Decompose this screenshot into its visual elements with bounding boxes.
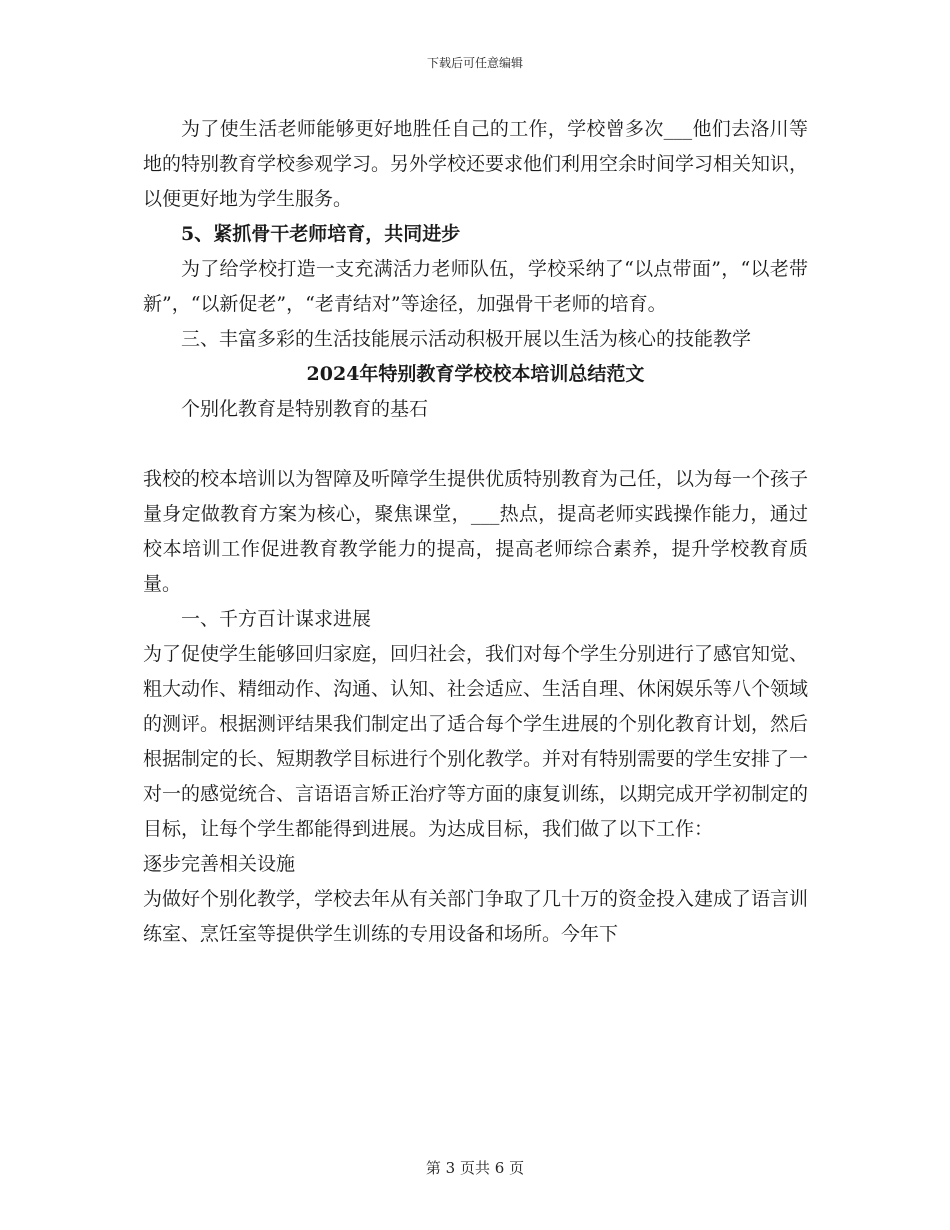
paragraph: 为了促使学生能够回归家庭，回归社会，我们对每个学生分别进行了感官知觉、粗大动作、精细动作、沟通、认知、社会适应、生活自理、休闲娱乐等八个领域的测评。根据测评结果我们制定出了适合每个学生进展的个别化教育计划，然后根据制定的长、短期教学目标进行个别化教学。并对有特别需要的学生安排了一对一的感觉统合、言语语言矫正治疗等方面的康复训练，以期完成开学初制定的目标，让每个学生都能得到进展。为达成目标，我们做了以下工作： bbox=[143, 643, 809, 840]
subsection-heading: 逐步完善相关设施 bbox=[143, 853, 296, 875]
section-heading: 三、丰富多彩的生活技能展示活动积极开展以生活为核心的技能教学 bbox=[181, 328, 752, 350]
section-heading: 5、紧抓骨干老师培育，共同进步 bbox=[181, 223, 461, 245]
blank-line bbox=[143, 427, 808, 462]
page-footer: 第 3 页共 6 页 bbox=[425, 1159, 525, 1177]
paragraph: 我校的校本培训以为智障及听障学生提供优质特别教育为己任，以为每一个孩子量身定做教育方案为核心，聚焦课堂，___热点，提高老师实践操作能力，通过校本培训工作促进教育教学能力的提高，提高老师综合素养，提升学校教育质量。 bbox=[143, 468, 809, 595]
document-body bbox=[143, 112, 808, 952]
section-heading: 一、千方百计谋求进展 bbox=[181, 608, 372, 630]
paragraph: 为了给学校打造一支充满活力老师队伍，学校采纳了“以点带面”，“以老带新”，“以新促老”，“老青结对”等途径，加强骨干老师的培育。 bbox=[143, 258, 808, 315]
paragraph: 为做好个别化教学，学校去年从有关部门争取了几十万的资金投入建成了语言训练室、烹饪室等提供学生训练的专用设备和场所。今年下 bbox=[143, 888, 809, 945]
page-header: 下载后可任意编辑 bbox=[426, 56, 523, 70]
subtitle: 个别化教育是特别教育的基石 bbox=[181, 398, 429, 420]
document-title: 2024年特别教育学校校本培训总结范文 bbox=[306, 363, 645, 385]
paragraph: 为了使生活老师能够更好地胜任自己的工作，学校曾多次___他们去洛川等地的特别教育学校参观学习。另外学校还要求他们利用空余时间学习相关知识，以便更好地为学生服务。 bbox=[143, 118, 809, 210]
